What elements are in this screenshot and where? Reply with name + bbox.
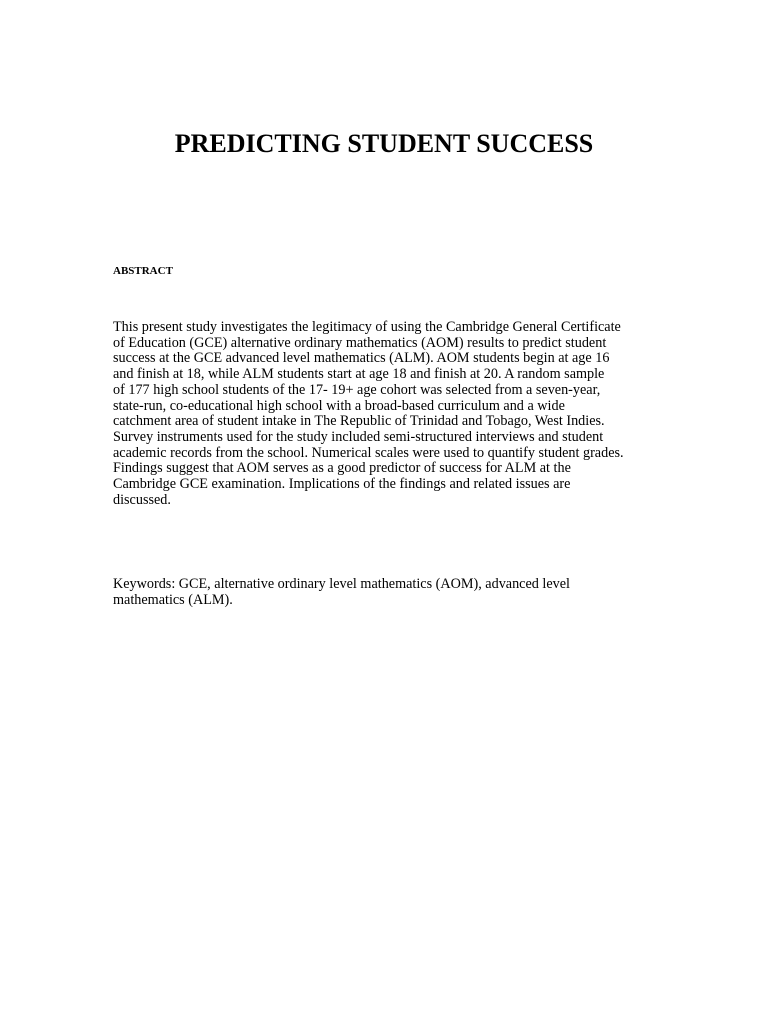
abstract-line: of 177 high school students of the 17- 19+ age cohort was selected from a seven-year, (113, 381, 601, 398)
abstract-line: and finish at 18, while ALM students start at age 18 and finish at 20. A random sample (113, 366, 605, 383)
abstract-line: success at the GCE advanced level mathematics (ALM). AOM students begin at age 16 (113, 350, 610, 367)
abstract-line: Survey instruments used for the study included semi-structured interviews and student (113, 428, 604, 445)
abstract-body (113, 320, 663, 508)
abstract-line: academic records from the school. Numerical scales were used to quantify student grades. (113, 444, 624, 461)
keywords-line: Keywords: GCE, alternative ordinary level mathematics (AOM), advanced level (113, 576, 570, 592)
abstract-line: Findings suggest that AOM serves as a good predictor of success for ALM at the (113, 460, 571, 477)
abstract-heading: ABSTRACT (113, 265, 173, 277)
abstract-line: state-run, co-educational high school with a broad-based curriculum and a wide (113, 397, 565, 414)
keywords-paragraph (113, 577, 663, 608)
abstract-line: discussed. (113, 491, 171, 508)
abstract-line: catchment area of student intake in The Republic of Trinidad and Tobago, West Indies. (113, 413, 605, 430)
abstract-line: of Education (GCE) alternative ordinary mathematics (AOM) results to predict student (113, 334, 607, 351)
paper-title: PREDICTING STUDENT SUCCESS (174, 129, 594, 158)
keywords-line: mathematics (ALM). (113, 591, 233, 608)
abstract-line: Cambridge GCE examination. Implications of the findings and related issues are (113, 476, 571, 493)
abstract-line: This present study investigates the legitimacy of using the Cambridge General Certificate (113, 319, 621, 335)
